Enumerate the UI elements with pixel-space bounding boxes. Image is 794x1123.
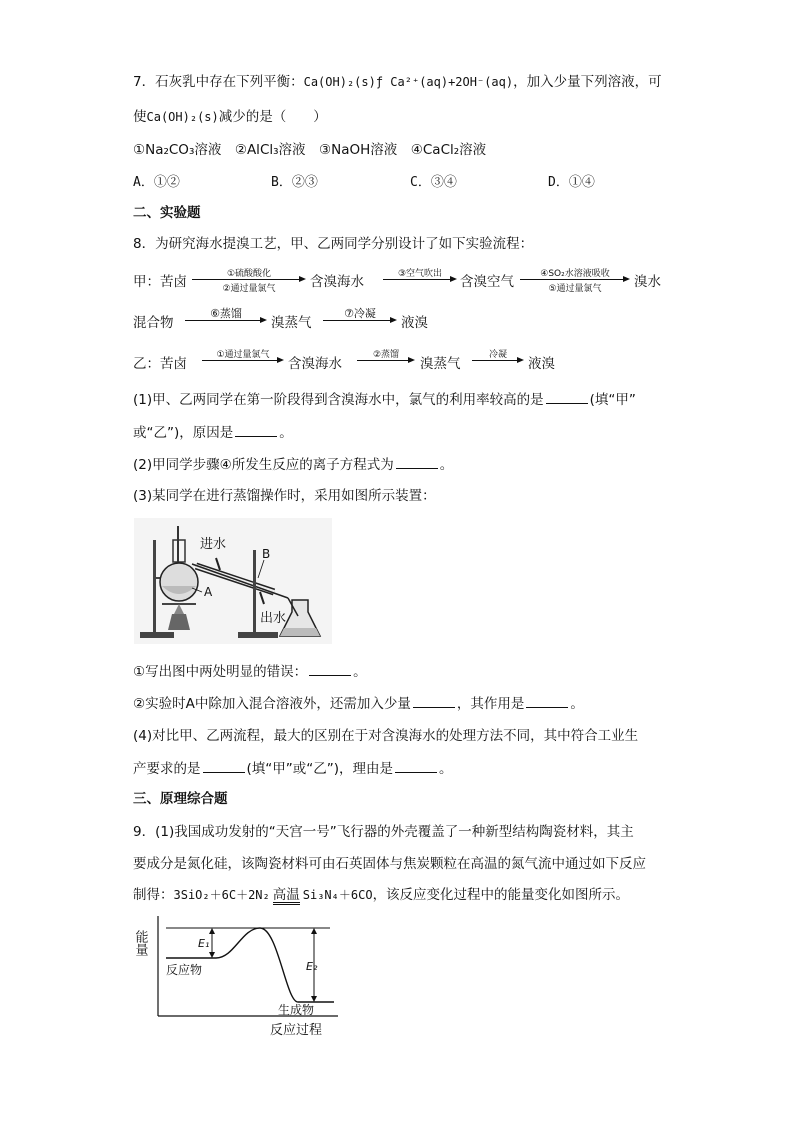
flow-jia-step: 溴水 — [634, 274, 661, 290]
q8-intro: 8．为研究海水提溴工艺，甲、乙两同学分别设计了如下实验流程： — [133, 236, 534, 252]
q8-text: 或“乙”)，原因是 — [133, 425, 234, 441]
flow-yi-arrow-1 — [202, 347, 284, 375]
arrow-line — [520, 279, 624, 280]
answer-blank[interactable] — [203, 758, 245, 773]
flow-jia-step: 含溴海水 — [310, 274, 364, 290]
flow-jia-arrow-1 — [192, 266, 306, 294]
q8-part3-1 — [133, 661, 367, 682]
q8-text: ①写出图中两处明显的错误： — [133, 664, 308, 680]
label-a: A — [204, 585, 213, 599]
arrow-label: ⑤通过量氯气 — [548, 284, 602, 294]
flask-a — [160, 563, 198, 601]
arrow-label: ①通过量氯气 — [216, 350, 270, 360]
flow-jia-step: 含溴空气 — [460, 274, 514, 290]
arrow-line — [472, 360, 518, 361]
e2-label: E₂ — [306, 960, 318, 973]
q8-part3-2 — [133, 693, 584, 714]
arrow-head — [390, 317, 397, 323]
label-b: B — [262, 547, 271, 561]
q7-text: 7．石灰乳中存在下列平衡： — [133, 74, 304, 90]
q9-text: ，该反应变化过程中的能量变化如图所示。 — [372, 887, 630, 903]
q8-text: 。 — [279, 425, 293, 441]
q9-condition: 高温 — [272, 887, 300, 903]
q8-part4-line2 — [133, 758, 453, 779]
q7-text: 使 — [133, 109, 147, 125]
product-label: 生成物 — [278, 1003, 315, 1017]
label-water-in: 进水 — [200, 537, 227, 552]
q7-equilibrium-formula: Ca(OH)₂(s)ƒ Ca²⁺(aq)+2OH⁻(aq) — [303, 75, 514, 89]
flow-jia-arrow-3 — [520, 266, 630, 294]
flow-yi-prefix: 乙：苦卤 — [133, 356, 187, 372]
flow-jia-arrow-4 — [185, 305, 267, 333]
arrow-line — [323, 320, 391, 321]
answer-blank[interactable] — [396, 454, 438, 469]
answer-blank[interactable] — [546, 389, 588, 404]
arrow-head — [517, 357, 524, 363]
q9-line3 — [133, 885, 629, 905]
q9-equation-left: 3SiO₂＋6C＋2N₂ — [173, 888, 270, 902]
q8-text: (2)甲同学步骤④所发生反应的离子方程式为 — [133, 457, 394, 473]
y-axis-label: 能量 — [132, 930, 148, 956]
q8-text: 。 — [439, 457, 454, 473]
flow-jia-row2-start: 混合物 — [133, 315, 174, 331]
flow-jia-step: 液溴 — [401, 315, 428, 331]
answer-blank[interactable] — [413, 693, 455, 708]
arrow-label: ④SO₂水溶液吸收 — [540, 269, 610, 279]
arrow-head — [260, 317, 267, 323]
q8-part3: (3)某同学在进行蒸馏操作时，采用如图所示装置： — [133, 488, 436, 504]
flow-yi-arrow-2 — [357, 347, 415, 375]
answer-blank[interactable] — [526, 693, 568, 708]
q7-choice-d[interactable]: D．①④ — [548, 175, 595, 190]
reactant-label: 反应物 — [166, 963, 203, 977]
arrow-label: ⑥蒸馏 — [210, 307, 242, 320]
arrow-head — [450, 276, 457, 282]
q7-line2 — [133, 107, 327, 127]
flow-yi-step: 溴蒸气 — [420, 356, 461, 372]
arrow-head — [408, 357, 415, 363]
arrow-label: ③空气吹出 — [397, 269, 443, 279]
arrow-line — [202, 360, 278, 361]
stand-rod-left — [153, 540, 156, 633]
flow-jia-step: 溴蒸气 — [271, 315, 312, 331]
section-title-principle: 三、原理综合题 — [133, 791, 228, 807]
q9-line1: 9．(1)我国成功发射的“天宫一号”飞行器的外壳覆盖了一种新型结构陶瓷材料，其主 — [133, 824, 634, 840]
q7-text: ，加入少量下列溶液，可 — [513, 74, 662, 90]
arrow-line — [192, 279, 300, 280]
q7-choice-c[interactable]: C．③④ — [410, 175, 457, 190]
flow-yi-step: 液溴 — [528, 356, 555, 372]
answer-blank[interactable] — [235, 422, 277, 437]
arrow-line — [383, 279, 451, 280]
arrow-label: ②通过量氯气 — [222, 284, 276, 294]
q8-text: 产要求的是 — [133, 761, 201, 777]
q8-text: (填“甲” — [589, 392, 636, 408]
stand-base-left — [140, 632, 174, 638]
q8-text: (填“甲”或“乙”)，理由是 — [246, 761, 394, 777]
e1-label: E₁ — [198, 937, 210, 950]
q7-line1 — [133, 72, 662, 92]
q7-formula: Ca(OH)₂(s) — [146, 110, 219, 124]
arrow-line — [357, 360, 409, 361]
q8-part2 — [133, 454, 453, 475]
distillation-apparatus-figure — [134, 518, 332, 644]
flow-jia-arrow-2 — [383, 266, 457, 294]
q8-part1-line1 — [133, 389, 636, 410]
q8-text: (1)甲、乙两同学在第一阶段得到含溴海水中，氯气的利用率较高的是 — [133, 392, 544, 408]
x-axis-label: 反应过程 — [270, 1023, 323, 1038]
flow-yi-step: 含溴海水 — [288, 356, 342, 372]
q7-choice-b[interactable]: B．②③ — [271, 175, 318, 190]
q7-text: 减少的是（ ） — [218, 109, 327, 125]
flow-yi-arrow-3 — [472, 347, 524, 375]
answer-blank[interactable] — [395, 758, 437, 773]
arrow-label: 冷凝 — [488, 350, 507, 360]
q8-part1-line2 — [133, 422, 293, 443]
stand-base-right — [238, 632, 278, 638]
stand-rod-right — [253, 550, 256, 633]
q9-text: 制得： — [133, 887, 174, 903]
q8-text: 。 — [353, 664, 367, 680]
q8-text: ②实验时A中除加入混合溶液外，还需加入少量 — [133, 696, 411, 712]
q9-equation-right: Si₃N₄＋6CO — [302, 888, 373, 902]
section-title-experiment: 二、实验题 — [133, 205, 201, 221]
flow-jia-prefix: 甲：苦卤 — [133, 274, 187, 290]
flow-jia-arrow-5 — [323, 305, 397, 333]
arrow-line — [185, 320, 261, 321]
label-water-out: 出水 — [260, 611, 287, 626]
answer-blank[interactable] — [309, 661, 351, 676]
arrow-label: ①硫酸酸化 — [226, 269, 272, 279]
arrow-label: ⑦冷凝 — [344, 307, 376, 320]
q8-part4-line1: (4)对比甲、乙两流程，最大的区别在于对含溴海水的处理方法不同，其中符合工业生 — [133, 728, 639, 744]
q8-text: 。 — [570, 696, 584, 712]
energy-diagram — [132, 912, 348, 1040]
q9-line2: 要成分是氮化硅，该陶瓷材料可由石英固体与焦炭颗粒在高温的氮气流中通过如下反应 — [133, 856, 646, 872]
q7-choice-a[interactable]: A．①② — [133, 175, 180, 190]
arrow-label: ②蒸馏 — [372, 350, 400, 360]
q7-options: ①Na₂CO₃溶液 ②AlCl₃溶液 ③NaOH溶液 ④CaCl₂溶液 — [133, 142, 487, 158]
arrow-head — [277, 357, 284, 363]
q8-text: 。 — [439, 761, 453, 777]
q8-text: ，其作用是 — [456, 696, 525, 712]
